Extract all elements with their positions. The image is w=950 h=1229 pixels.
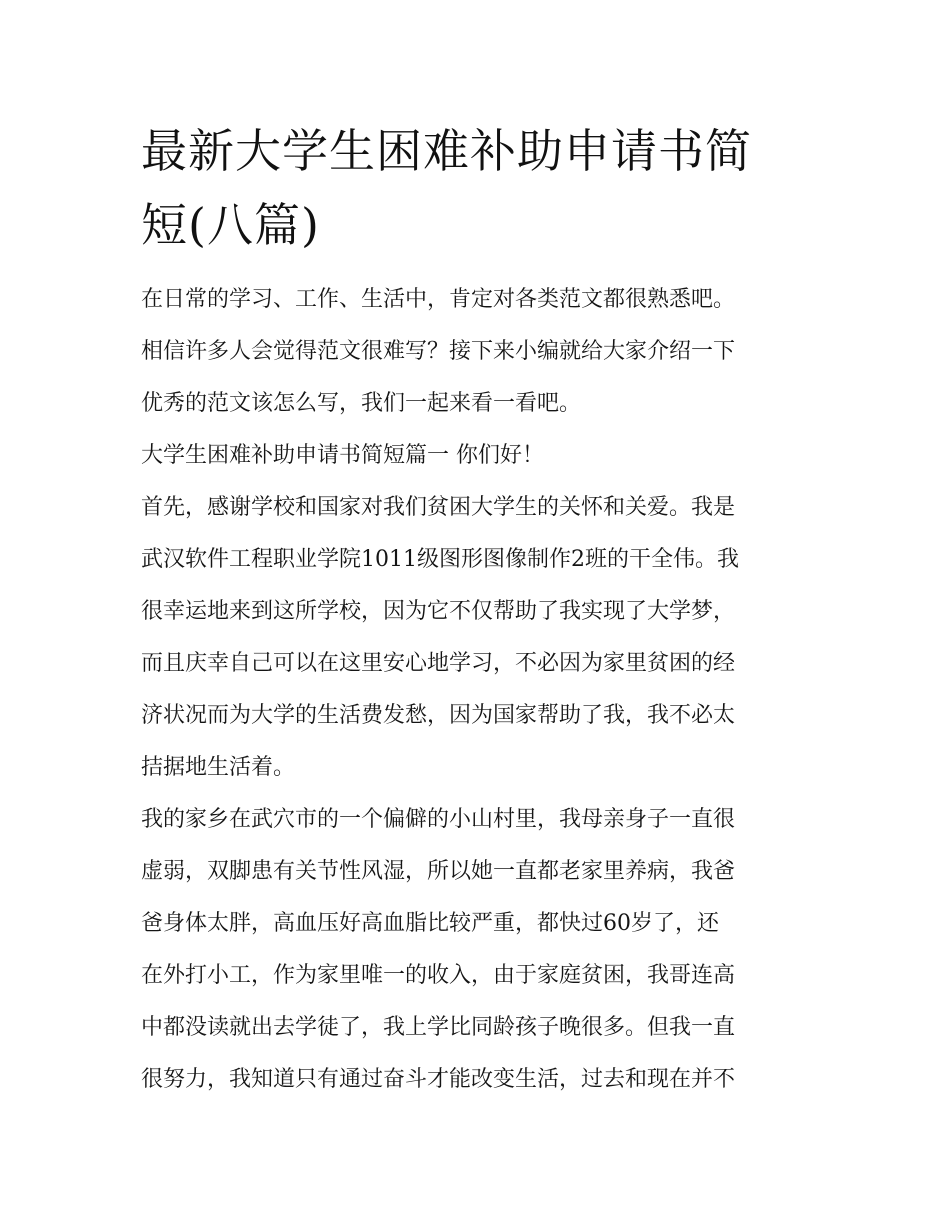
paragraph-1-line-3: 很幸运地来到这所学校，因为它不仅帮助了我实现了大学梦， <box>141 599 736 624</box>
intro-paragraph <box>141 285 821 441</box>
intro-line-2: 相信许多人会觉得范文很难写？接下来小编就给大家介绍一下 <box>141 339 736 364</box>
intro-line-1: 在日常的学习、工作、生活中，肯定对各类范文都很熟悉吧。 <box>141 287 736 312</box>
paragraph-2-line-1: 我的家乡在武穴市的一个偏僻的小山村里，我母亲身子一直很 <box>141 807 736 832</box>
paragraph-2-line-6: 很努力，我知道只有通过奋斗才能改变生活，过去和现在并不 <box>141 1067 736 1092</box>
paragraph-1-line-4: 而且庆幸自己可以在这里安心地学习，不必因为家里贫困的经 <box>141 651 736 676</box>
intro-line-3: 优秀的范文该怎么写，我们一起来看一看吧。 <box>141 391 582 416</box>
paragraph-2-line-2: 虚弱，双脚患有关节性风湿，所以她一直都老家里养病，我爸 <box>141 859 736 884</box>
body-paragraph-1 <box>141 493 821 805</box>
body-paragraph-2 <box>141 805 821 1117</box>
paragraph-2-line-3: 爸身体太胖，高血压好高血脂比较严重，都快过60岁了，还 <box>141 911 719 936</box>
paragraph-1-line-5: 济状况而为大学的生活费发愁，因为国家帮助了我，我不必太 <box>141 703 736 728</box>
paragraph-2-line-4: 在外打小工，作为家里唯一的收入，由于家庭贫困，我哥连高 <box>141 963 736 988</box>
paragraph-1-line-1: 首先，感谢学校和国家对我们贫困大学生的关怀和关爱。我是 <box>141 495 736 520</box>
document-title <box>141 114 821 262</box>
section-heading-text: 大学生困难补助申请书简短篇一 你们好！ <box>141 443 544 468</box>
title-line-2: 短(八篇) <box>141 198 320 252</box>
paragraph-2-line-5: 中都没读就出去学徒了，我上学比同龄孩子晚很多。但我一直 <box>141 1015 736 1040</box>
title-line-1: 最新大学生困难补助申请书简 <box>141 124 752 178</box>
paragraph-1-line-6: 拮据地生活着。 <box>141 755 296 780</box>
paragraph-1-line-2: 武汉软件工程职业学院1011级图形图像制作2班的干全伟。我 <box>141 547 739 572</box>
section-heading <box>141 441 821 493</box>
